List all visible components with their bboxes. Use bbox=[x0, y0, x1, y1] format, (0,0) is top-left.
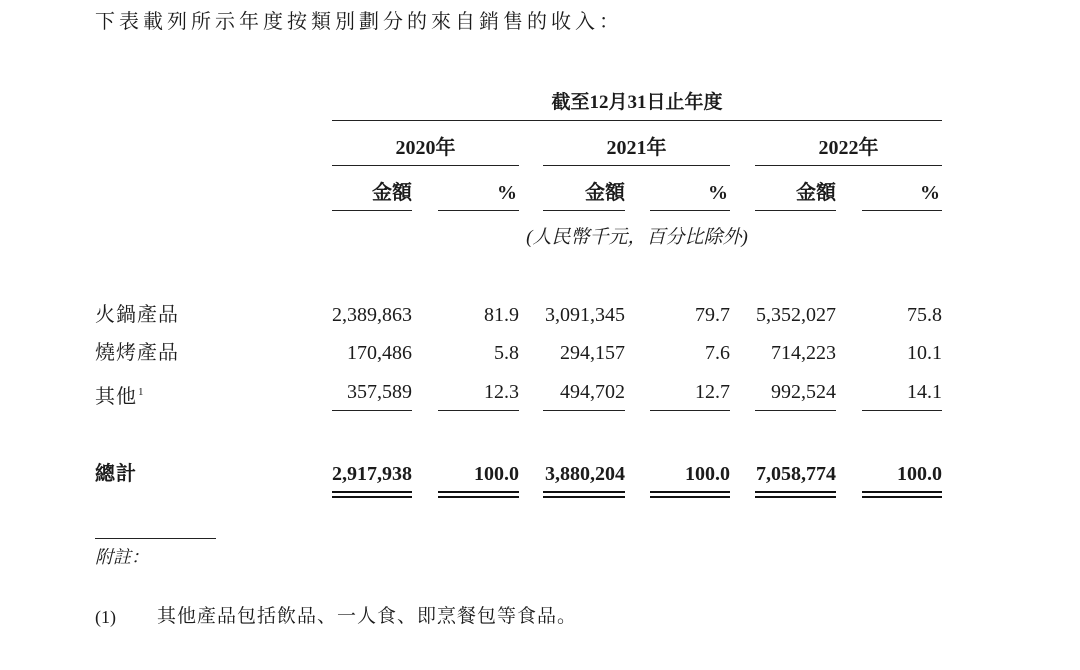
note-marker: (1) bbox=[95, 607, 116, 627]
year-header-2020: 2020年 bbox=[395, 137, 456, 159]
total-double-rule bbox=[755, 491, 836, 493]
col-header-amount: 金額 bbox=[372, 182, 412, 204]
year-rule bbox=[755, 165, 942, 166]
total-double-rule bbox=[862, 491, 942, 493]
total-double-rule bbox=[332, 491, 412, 493]
subtotal-rule bbox=[650, 410, 730, 411]
cell-percent: 14.1 bbox=[907, 381, 942, 403]
col-header-rule bbox=[862, 210, 942, 211]
total-double-rule bbox=[755, 496, 836, 498]
cell-percent: 5.8 bbox=[494, 342, 519, 364]
year-header-2022: 2022年 bbox=[818, 137, 879, 159]
total-double-rule bbox=[438, 496, 519, 498]
year-rule bbox=[543, 165, 730, 166]
subtotal-rule bbox=[332, 410, 412, 411]
total-amount: 2,917,938 bbox=[332, 463, 412, 485]
total-double-rule bbox=[543, 496, 625, 498]
cell-amount: 992,524 bbox=[771, 381, 836, 403]
row-label-other bbox=[95, 379, 295, 408]
total-double-rule bbox=[862, 496, 942, 498]
notes-heading: 附註： bbox=[95, 547, 149, 567]
cell-percent: 10.1 bbox=[907, 342, 942, 364]
total-percent: 100.0 bbox=[897, 463, 942, 485]
cell-amount: 5,352,027 bbox=[756, 304, 836, 326]
cell-amount: 170,486 bbox=[347, 342, 412, 364]
total-percent: 100.0 bbox=[474, 463, 519, 485]
col-header-percent: % bbox=[920, 182, 940, 204]
total-double-rule bbox=[438, 491, 519, 493]
col-header-amount: 金額 bbox=[585, 182, 625, 204]
cell-percent: 12.7 bbox=[695, 381, 730, 403]
cell-amount: 2,389,863 bbox=[332, 304, 412, 326]
cell-percent: 79.7 bbox=[695, 304, 730, 326]
intro-text: 下表載列所示年度按類別劃分的來自銷售的收入： bbox=[95, 11, 623, 33]
footnote-rule bbox=[95, 538, 216, 539]
year-rule bbox=[332, 165, 519, 166]
col-header-rule bbox=[438, 210, 519, 211]
col-header-rule bbox=[650, 210, 730, 211]
year-header-2021: 2021年 bbox=[606, 137, 667, 159]
total-label: 總計 bbox=[95, 463, 137, 485]
cell-percent: 81.9 bbox=[484, 304, 519, 326]
cell-percent: 12.3 bbox=[484, 381, 519, 403]
cell-amount: 714,223 bbox=[771, 342, 836, 364]
row-label-other-text: 其他 bbox=[95, 386, 137, 408]
total-double-rule bbox=[650, 491, 730, 493]
cell-amount: 3,091,345 bbox=[545, 304, 625, 326]
cell-percent: 7.6 bbox=[705, 342, 730, 364]
period-header: 截至12月31日止年度 bbox=[551, 92, 723, 113]
col-header-rule bbox=[755, 210, 836, 211]
col-header-percent: % bbox=[497, 182, 517, 204]
subtotal-rule bbox=[862, 410, 942, 411]
period-header-rule bbox=[332, 120, 942, 121]
cell-amount: 357,589 bbox=[347, 381, 412, 403]
unit-note: (人民幣千元，百分比除外) bbox=[526, 227, 748, 248]
total-amount: 3,880,204 bbox=[545, 463, 625, 485]
subtotal-rule bbox=[438, 410, 519, 411]
footnote-superscript: 1 bbox=[138, 386, 144, 398]
total-double-rule bbox=[543, 491, 625, 493]
col-header-rule bbox=[332, 210, 412, 211]
col-header-percent: % bbox=[708, 182, 728, 204]
total-amount: 7,058,774 bbox=[756, 463, 836, 485]
col-header-rule bbox=[543, 210, 625, 211]
subtotal-rule bbox=[755, 410, 836, 411]
note-text: 其他產品包括飲品、一人食、即烹餐包等食品。 bbox=[157, 606, 578, 627]
cell-amount: 494,702 bbox=[560, 381, 625, 403]
cell-amount: 294,157 bbox=[560, 342, 625, 364]
col-header-amount: 金額 bbox=[796, 182, 836, 204]
total-double-rule bbox=[332, 496, 412, 498]
total-percent: 100.0 bbox=[685, 463, 730, 485]
total-double-rule bbox=[650, 496, 730, 498]
row-label-hotpot: 火鍋產品 bbox=[95, 304, 179, 326]
subtotal-rule bbox=[543, 410, 625, 411]
cell-percent: 75.8 bbox=[907, 304, 942, 326]
row-label-bbq: 燒烤產品 bbox=[95, 342, 179, 364]
